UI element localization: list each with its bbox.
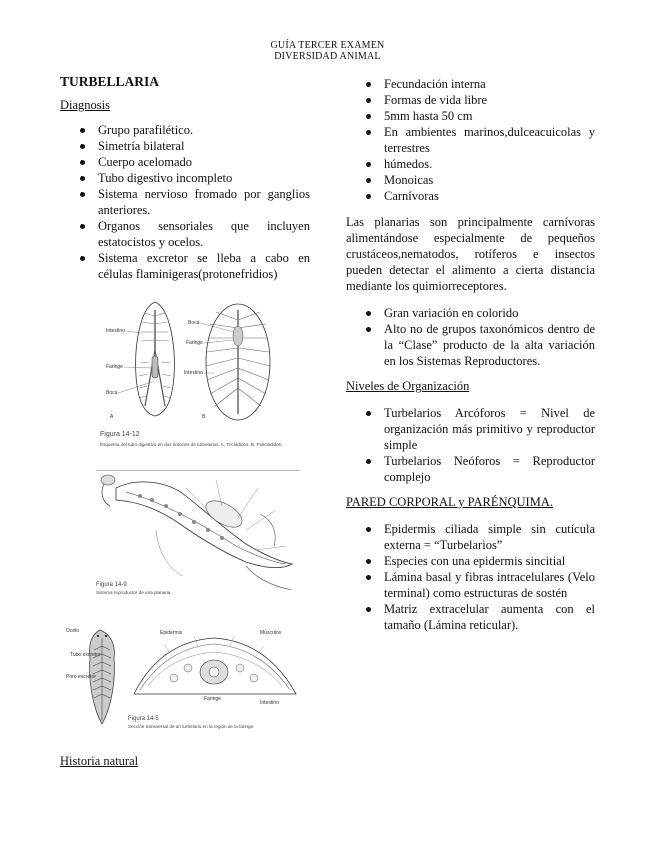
polyclad-diagram (206, 304, 270, 420)
diagnosis-list (98, 122, 310, 282)
label-ocelo: Ocelo (66, 628, 80, 634)
label-musculos: Músculos (260, 630, 282, 636)
label-faringe-b: Faringe (186, 340, 203, 346)
pared-list (384, 521, 595, 633)
label-epidermis: Epidermis (160, 630, 183, 636)
figure3-caption-text: Sección transversal de un turbelario en la región de la faringe. (128, 724, 255, 729)
label-b: B (202, 414, 206, 420)
figure1-caption-text: Esquema del tubo digestivo en dos órdenes de turbelarios. A, Tricládidos. B, Policládidos. (100, 442, 283, 447)
document-header-line2: DIVERSIDAD ANIMAL (274, 51, 381, 62)
list-item: Grupo parafilético. (98, 122, 310, 138)
list-item: Organos sensoriales que incluyen estatocistos y ocelos. (98, 219, 310, 249)
cross-section-diagram (134, 636, 296, 694)
label-tubo-excretor: Tubo excretor (70, 652, 101, 658)
label-boca-b: Boca (188, 320, 200, 326)
list-item: Turbelarios Neóforos = Reproductor complejo (384, 454, 595, 484)
list-item: Alto no de grupos taxonómicos dentro de la “Clase” producto de la alta variación en los Sistemas Reproductores. (384, 322, 595, 368)
figure1-caption-title: Figura 14-12 (100, 431, 140, 438)
label-intestino: Intestino (260, 700, 279, 706)
section-title: TURBELLARIA (60, 74, 160, 89)
niveles-heading: Niveles de Organización (346, 379, 470, 393)
figure-digestive-tract (100, 296, 300, 452)
triclad-diagram (136, 302, 175, 416)
list-item: Gran variación en colorido (384, 305, 595, 321)
planarias-paragraph: Las planarias son principalmente carnívoras alimentándose especialmente de pequeños crustáceos,nematodos, rotíferos e insectos pueden detectar el alimento a cierta distancia mediante los quimiorreceptores. (346, 215, 595, 293)
left-column (60, 74, 310, 282)
label-faringe-a: Faringe (106, 364, 123, 370)
variation-list (384, 305, 595, 369)
figure2-caption-text: Sistema reproductor de una planaria. (96, 590, 172, 595)
document-header-line1: GUÍA TERCER EXAMEN (270, 40, 385, 51)
diagnosis-heading: Diagnosis (60, 98, 110, 112)
reproductive-diagram (101, 475, 292, 590)
figure-reproductive-system (96, 470, 300, 600)
list-item: Cuerpo acelomado (98, 154, 310, 170)
list-item: Fecundación interna (384, 76, 595, 92)
list-item: 5mm hasta 50 cm (384, 108, 595, 124)
figure3-caption-title: Figura 14-5 (128, 716, 159, 722)
label-a: A (110, 414, 114, 420)
list-item: Matriz extracelular aumenta con el tamaño (Lámina reticular). (384, 602, 595, 632)
label-boca-a: Boca (106, 390, 118, 396)
niveles-list (384, 405, 595, 485)
label-intestino-a: Intestino (106, 328, 125, 334)
historia-natural-heading: Historia natural (60, 754, 139, 768)
list-item: Lámina basal y fibras intracelulares (Velo terminal) como estructuras de sostén (384, 570, 595, 600)
list-item: Especies con una epidermis sincitial (384, 553, 595, 569)
right-column (346, 76, 595, 633)
characteristics-list (384, 76, 595, 204)
label-poro-excretor: Poro excretor (66, 674, 97, 680)
list-item: Carnívoras (384, 188, 595, 204)
label-faringe: Faringe (204, 696, 221, 702)
list-item: Formas de vida libre (384, 92, 595, 108)
label-intestino-b: Intestino (184, 370, 203, 376)
list-item: Tubo digestivo incompleto (98, 170, 310, 186)
list-item: húmedos. (384, 156, 595, 172)
list-item: Sistema excretor se lleba a cabo en células flaminigeras(protonefridios) (98, 251, 310, 281)
pared-corporal-heading: PARED CORPORAL y PARÉNQUIMA. (346, 495, 553, 509)
figure-cross-section (64, 624, 304, 736)
list-item: Simetría bilateral (98, 138, 310, 154)
list-item: Monoicas (384, 172, 595, 188)
list-item: Turbelarios Arcóforos = Nivel de organización más primitivo y reproductor simple (384, 406, 595, 452)
list-item: En ambientes marinos,dulceacuicolas y terrestres (384, 125, 595, 155)
list-item: Epidermis ciliada simple sin cutícula externa = “Turbelarios” (384, 522, 595, 552)
figure2-caption-title: Figura 14-9 (96, 582, 127, 588)
list-item: Sistema nervioso fromado por ganglios anteriores. (98, 187, 310, 217)
